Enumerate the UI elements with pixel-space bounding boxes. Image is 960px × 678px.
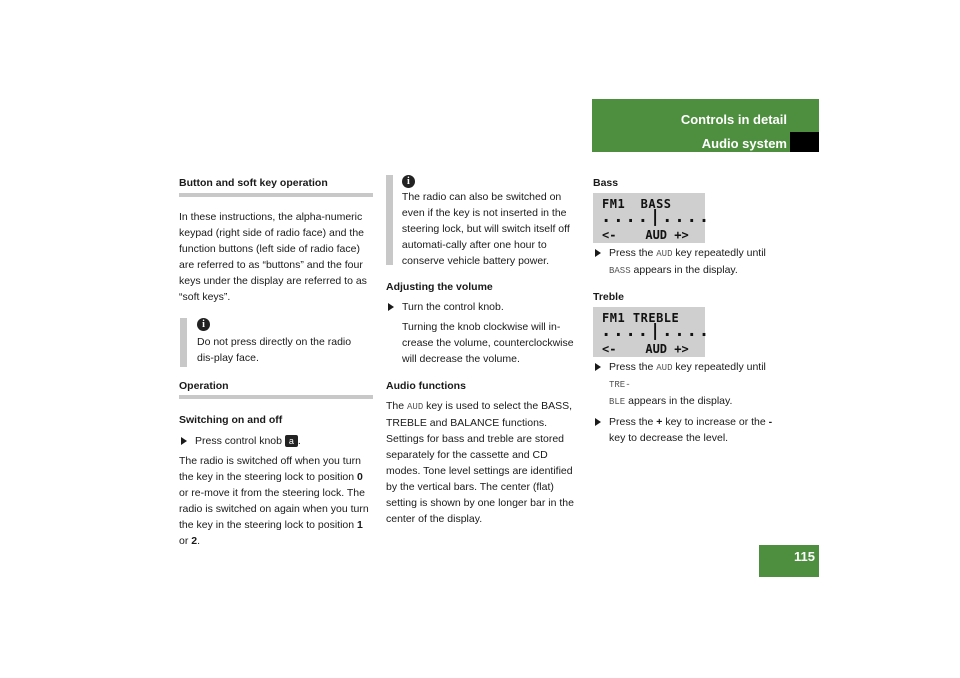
left-column: [179, 175, 373, 549]
middle-column: [386, 175, 581, 527]
bullet-arrow-icon: [388, 303, 394, 311]
paragraph-buttons: In these instructions, the alpha-numeric keypad (right side of radio face) and the function buttons (left side of radio face) are referred to as “buttons” and the four keys under the display are referred to as “soft keys”.: [179, 211, 367, 303]
heading-bass: Bass: [593, 177, 619, 189]
note-bar: [180, 318, 187, 367]
volume-detail: Turning the knob clockwise will in-crease the volume, counterclockwise will decrease the volume.: [402, 321, 574, 365]
bullet-arrow-icon: [181, 437, 187, 445]
heading-volume: Adjusting the volume: [386, 281, 493, 293]
note-text: Do not press directly on the radio dis-play face.: [197, 336, 352, 364]
note-box: [386, 175, 581, 269]
bullet-arrow-icon: [595, 249, 601, 257]
bullet-arrow-icon: [595, 418, 601, 426]
info-icon: i: [197, 318, 210, 331]
subheading-switching: Switching on and off: [179, 414, 283, 426]
chapter-title: Controls in detail: [680, 112, 787, 127]
bullet-treble: Press the AUD key repeatedly until TRE- BLE appears in the display.: [593, 359, 788, 410]
paragraph-audio: The AUD key is used to select the BASS, TREBLE and BALANCE functions. Settings for bass and treble are stored separately for the cassette and CD modes. Tone level settings are identified by the vertical bars. The center (flat) setting is shown by one longer bar in the center of the display.: [386, 400, 574, 525]
treble-display: FM1 TREBLE ....|.... <- AUD +>: [593, 307, 705, 357]
heading-button-softkey: Button and soft key operation: [179, 177, 328, 189]
note-text: The radio can also be switched on even if the key is not inserted in the steering lock, but will switch itself off automati-cally after one hour to conserve vehicle battery power.: [401, 191, 570, 267]
info-icon: i: [402, 175, 415, 188]
bullet-level: Press the + key to increase or the - key to decrease the level.: [593, 414, 788, 446]
bullet-turn-knob: Turn the control knob.: [386, 299, 581, 315]
paragraph-switch: The radio is switched off when you turn the key in the steering lock to position 0 or re-move it from the steering lock. The radio is switched on again when you turn the key in the steering lock to position 1 or 2.: [179, 455, 369, 547]
note-bar: [386, 175, 393, 265]
section-title: Audio system: [701, 136, 787, 151]
page-number: 115: [794, 549, 815, 564]
right-column: [593, 175, 788, 446]
bullet-bass: Press the AUD key repeatedly until BASS appears in the display.: [593, 245, 788, 279]
bullet-press-knob: Press control knob a .: [179, 433, 373, 449]
control-knob-icon: a: [285, 435, 298, 447]
note-box: [180, 318, 373, 367]
bullet-arrow-icon: [595, 363, 601, 371]
heading-treble: Treble: [593, 291, 624, 303]
subheading-audio-functions: Audio functions: [386, 380, 466, 392]
heading-rule: [179, 193, 373, 197]
bass-display: FM1 BASS ....|.... <- AUD +>: [593, 193, 705, 243]
heading-rule: [179, 395, 373, 399]
header-black-tab: [790, 132, 819, 152]
heading-operation: Operation: [179, 380, 229, 392]
